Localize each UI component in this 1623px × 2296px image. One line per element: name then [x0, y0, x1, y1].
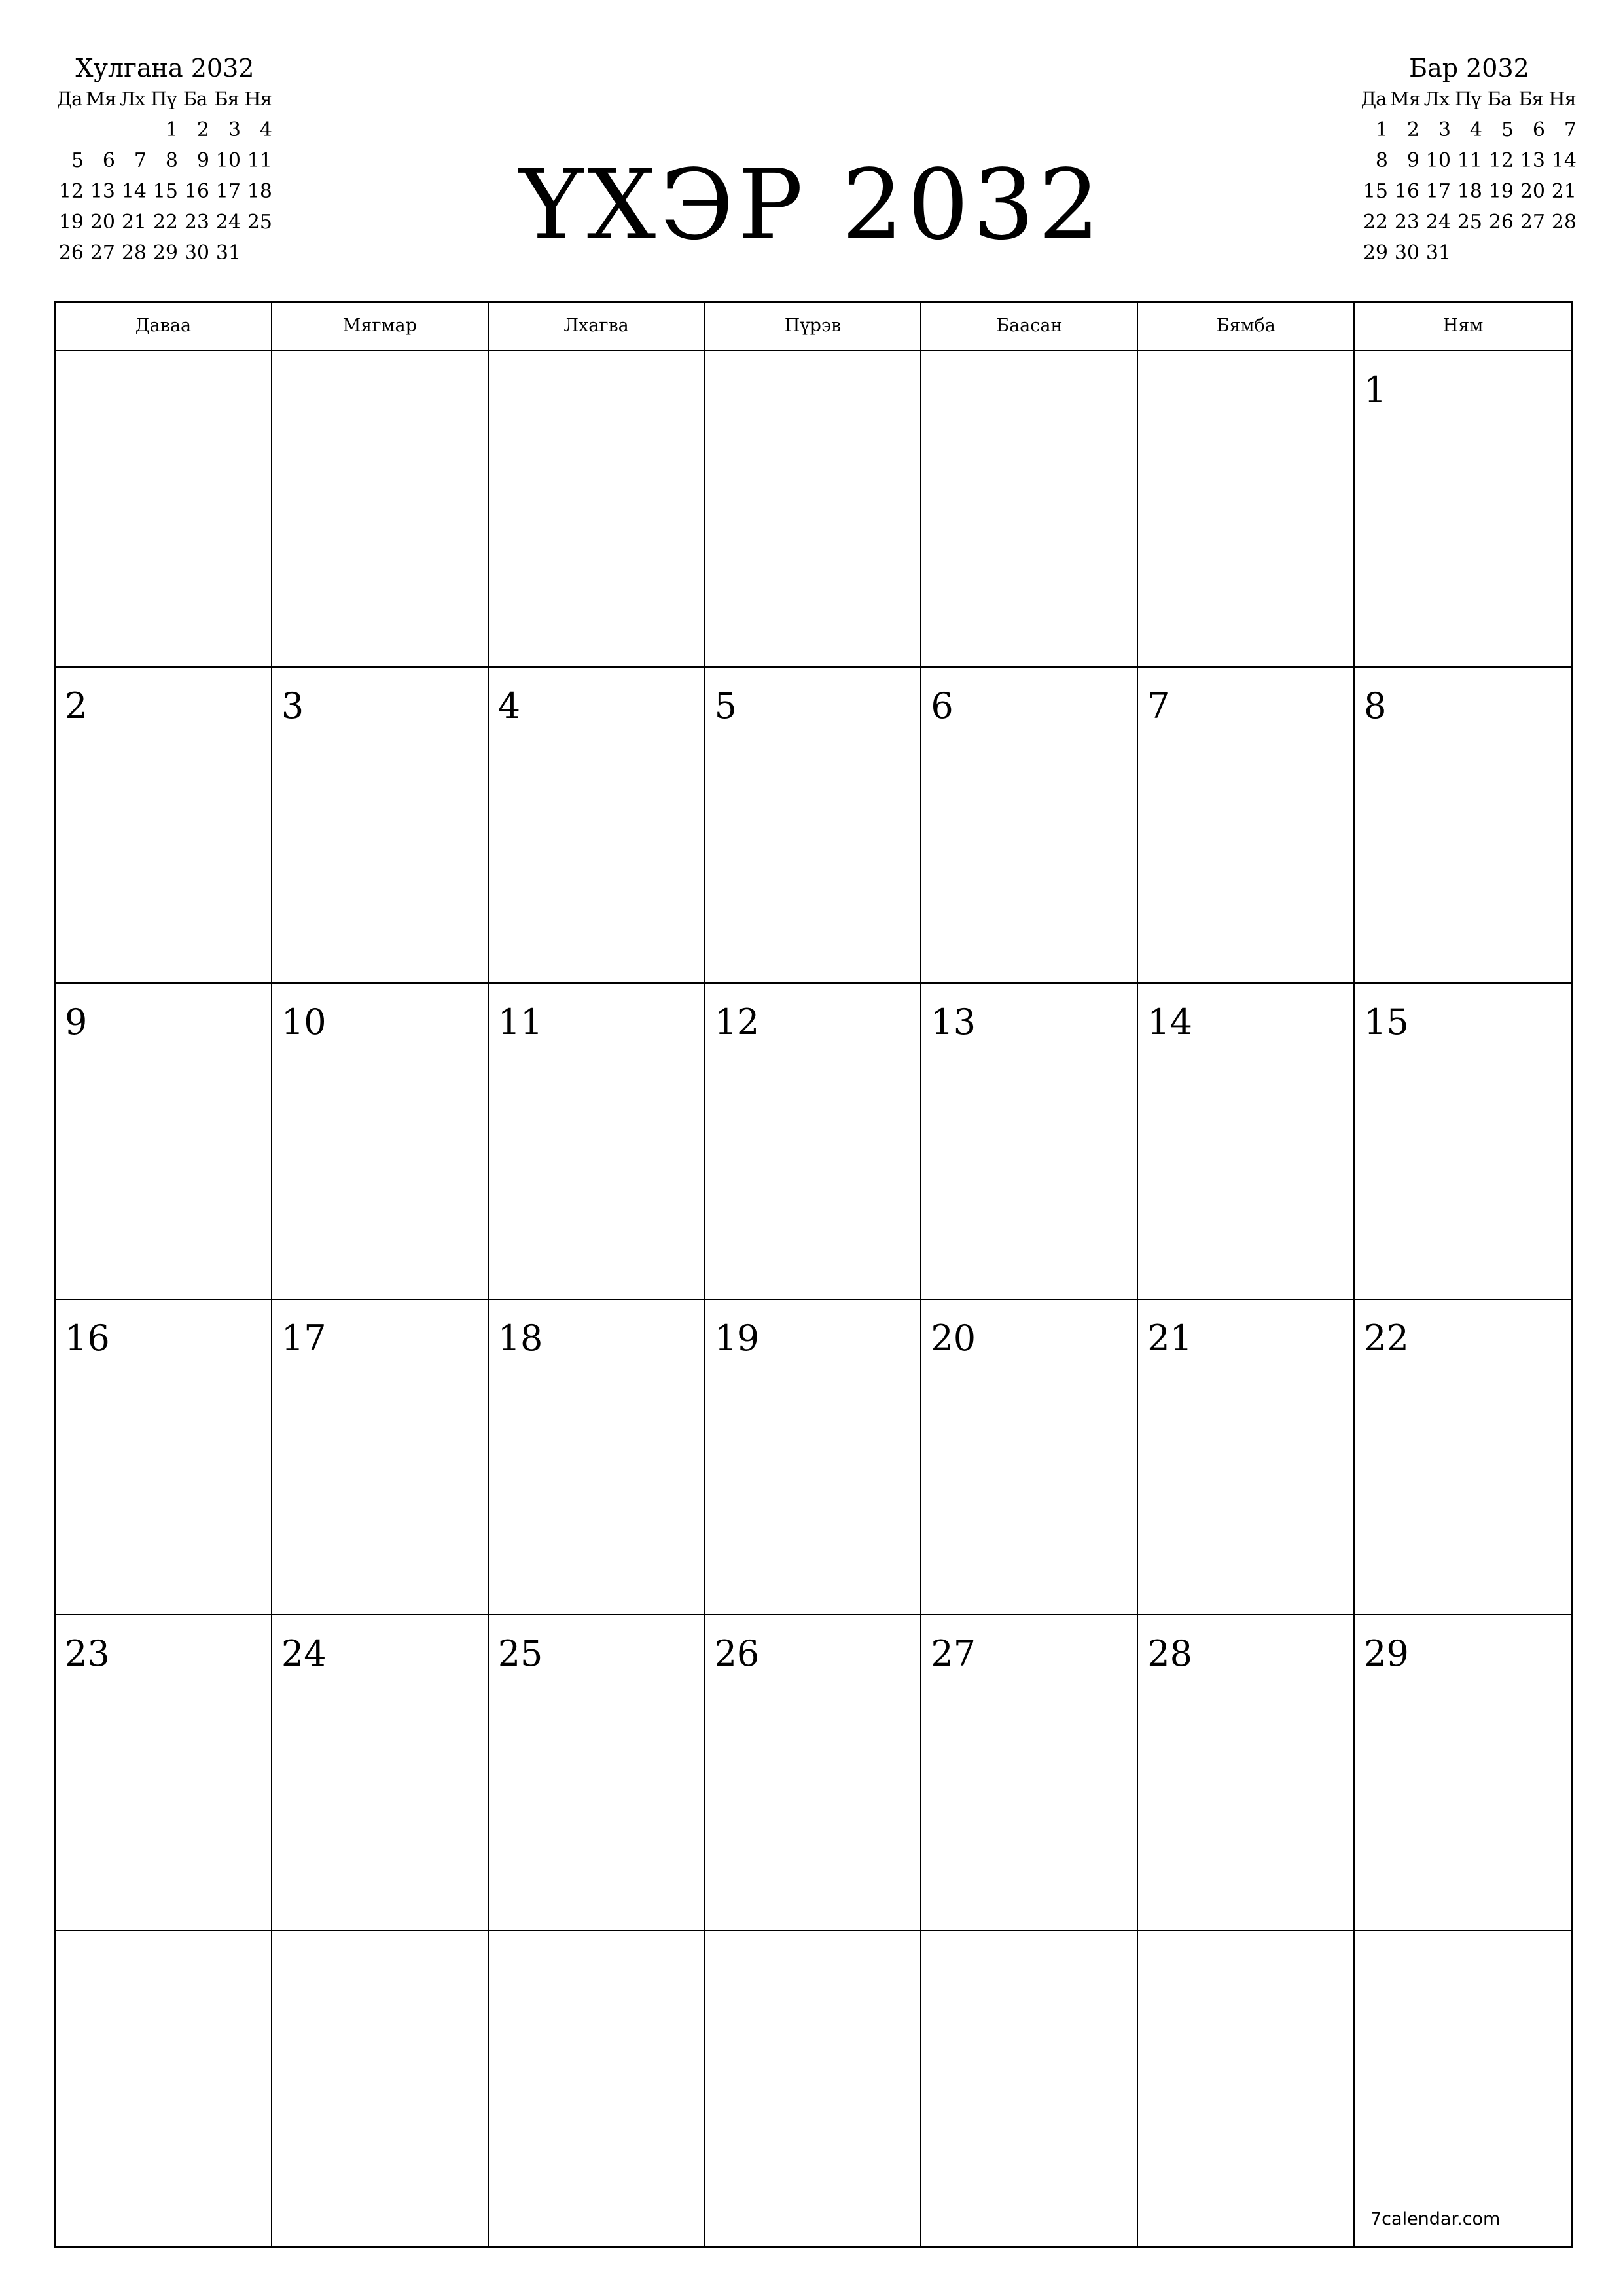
day-cell[interactable]	[1355, 351, 1571, 668]
day-number: 25	[497, 1633, 543, 1675]
day-cell[interactable]	[1138, 1300, 1355, 1616]
mini-next-day: 15	[1363, 180, 1388, 203]
mini-previous-weekday: Пү	[151, 88, 177, 110]
mini-next-day: 7	[1563, 118, 1577, 141]
mini-previous-day	[54, 115, 85, 145]
day-cell[interactable]	[272, 351, 489, 668]
mini-calendar-next-grid	[1358, 84, 1580, 268]
mini-next-day: 8	[1375, 149, 1388, 172]
day-cell[interactable]	[921, 351, 1138, 668]
mini-next-day: 25	[1457, 211, 1482, 234]
day-number: 20	[931, 1317, 976, 1359]
day-cell[interactable]	[272, 984, 489, 1300]
mini-next-day: 3	[1438, 118, 1451, 141]
mini-previous-day: 27	[90, 242, 115, 264]
day-cell[interactable]	[921, 1615, 1138, 1931]
weekday-header: Ням	[1442, 315, 1484, 336]
mini-next-day: 14	[1551, 149, 1577, 172]
day-number: 6	[931, 685, 954, 726]
mini-previous-day	[116, 115, 148, 145]
day-cell[interactable]	[1355, 668, 1571, 984]
day-number: 11	[497, 1001, 543, 1043]
mini-previous-day: 17	[215, 180, 241, 203]
mini-next-day: 6	[1532, 118, 1545, 141]
day-cell[interactable]	[705, 351, 922, 668]
mini-next-day: 29	[1363, 242, 1388, 264]
day-cell[interactable]	[921, 984, 1138, 1300]
mini-next-weekday: Бя	[1518, 88, 1543, 110]
day-cell[interactable]	[489, 1931, 705, 2248]
day-number: 21	[1147, 1317, 1192, 1359]
day-cell[interactable]	[56, 1931, 272, 2248]
mini-calendar-next	[1358, 52, 1580, 268]
day-cell[interactable]	[921, 1300, 1138, 1616]
mini-calendar-previous-title: Хулгана 2032	[75, 54, 255, 82]
mini-previous-day: 31	[215, 242, 241, 264]
day-number: 12	[714, 1001, 760, 1043]
mini-next-day: 30	[1394, 242, 1419, 264]
mini-previous-day: 19	[58, 211, 84, 234]
day-cell[interactable]	[921, 668, 1138, 984]
mini-next-day	[1484, 238, 1515, 268]
mini-previous-day: 18	[247, 180, 272, 203]
day-number: 26	[714, 1633, 760, 1675]
mini-previous-day: 3	[228, 118, 241, 141]
day-cell[interactable]	[56, 1615, 272, 1931]
mini-previous-day: 5	[71, 149, 84, 172]
weekday-header: Бямба	[1138, 303, 1355, 350]
mini-next-day: 18	[1457, 180, 1482, 203]
day-cell[interactable]	[705, 668, 922, 984]
mini-next-day: 23	[1394, 211, 1419, 234]
mini-next-weekday: Ба	[1487, 88, 1512, 110]
mini-previous-day: 23	[184, 211, 209, 234]
mini-previous-day: 14	[121, 180, 147, 203]
day-number: 15	[1364, 1001, 1409, 1043]
day-cell[interactable]	[272, 668, 489, 984]
day-cell[interactable]	[489, 351, 705, 668]
day-cell[interactable]	[489, 668, 705, 984]
day-number: 23	[65, 1633, 110, 1675]
mini-next-day: 1	[1375, 118, 1388, 141]
day-number: 22	[1364, 1317, 1409, 1359]
weekday-header: Мягмар	[272, 303, 489, 350]
mini-previous-day	[85, 115, 116, 145]
mini-next-day: 31	[1425, 242, 1451, 264]
mini-next-day: 5	[1501, 118, 1514, 141]
day-cell[interactable]	[56, 668, 272, 984]
day-number: 9	[65, 1001, 88, 1043]
mini-calendar-next-title: Бар 2032	[1409, 54, 1529, 82]
day-cell[interactable]	[1138, 1931, 1355, 2248]
mini-next-day: 17	[1425, 180, 1451, 203]
mini-previous-day: 9	[196, 149, 209, 172]
mini-next-day: 22	[1363, 211, 1388, 234]
day-cell[interactable]	[705, 1931, 922, 2248]
mini-next-day: 4	[1469, 118, 1482, 141]
mini-next-weekday: Да	[1361, 88, 1387, 110]
day-cell[interactable]	[1138, 984, 1355, 1300]
mini-next-day: 12	[1488, 149, 1514, 172]
mini-previous-day: 29	[152, 242, 178, 264]
mini-previous-weekday: Да	[56, 88, 82, 110]
day-cell[interactable]	[56, 984, 272, 1300]
mini-next-weekday: Мя	[1390, 88, 1420, 110]
mini-previous-day: 25	[247, 211, 272, 234]
mini-previous-day: 7	[134, 149, 147, 172]
mini-next-day: 19	[1488, 180, 1514, 203]
day-number: 5	[714, 685, 737, 726]
day-cell[interactable]	[705, 1615, 922, 1931]
mini-previous-day: 26	[58, 242, 84, 264]
day-number: 19	[714, 1317, 760, 1359]
mini-previous-weekday: Мя	[86, 88, 116, 110]
mini-previous-day: 8	[165, 149, 178, 172]
month-calendar-grid	[54, 301, 1573, 2248]
day-number: 4	[497, 685, 521, 726]
day-cell[interactable]	[1138, 1615, 1355, 1931]
weekday-header: Баасан	[921, 303, 1138, 350]
day-number: 16	[65, 1317, 110, 1359]
mini-next-weekday: Пү	[1455, 88, 1481, 110]
mini-previous-day: 12	[58, 180, 84, 203]
mini-next-day	[1515, 238, 1546, 268]
day-cell[interactable]	[921, 1931, 1138, 2248]
day-cell[interactable]	[56, 351, 272, 668]
day-number: 24	[281, 1633, 327, 1675]
day-cell[interactable]	[1355, 984, 1571, 1300]
day-number: 29	[1364, 1633, 1409, 1675]
day-cell[interactable]	[489, 1300, 705, 1616]
mini-next-day: 2	[1406, 118, 1419, 141]
day-cell[interactable]	[1138, 351, 1355, 668]
day-number: 17	[281, 1317, 327, 1359]
mini-previous-day: 15	[152, 180, 178, 203]
day-number: 7	[1147, 685, 1170, 726]
mini-previous-day: 11	[247, 149, 272, 172]
mini-previous-day: 30	[184, 242, 209, 264]
mini-next-day: 28	[1551, 211, 1577, 234]
mini-previous-day: 16	[184, 180, 209, 203]
mini-previous-day: 22	[152, 211, 178, 234]
mini-previous-day: 1	[165, 118, 178, 141]
mini-previous-day: 2	[196, 118, 209, 141]
mini-next-day: 10	[1425, 149, 1451, 172]
mini-next-weekday: Лх	[1423, 88, 1450, 110]
mini-next-day: 11	[1457, 149, 1482, 172]
day-number: 2	[65, 685, 88, 726]
day-number: 28	[1147, 1633, 1192, 1675]
day-cell[interactable]	[272, 1931, 489, 2248]
page-title: ҮХЭР 2032	[519, 149, 1104, 261]
mini-previous-day: 20	[90, 211, 115, 234]
mini-previous-day: 13	[90, 180, 115, 203]
day-number: 13	[931, 1001, 976, 1043]
mini-previous-weekday: Ня	[244, 88, 272, 110]
day-cell[interactable]	[1355, 1931, 1571, 2248]
mini-previous-day: 28	[121, 242, 147, 264]
day-number: 27	[931, 1633, 976, 1675]
mini-next-day: 13	[1520, 149, 1545, 172]
mini-next-day: 26	[1488, 211, 1514, 234]
mini-previous-weekday: Ба	[183, 88, 207, 110]
day-number: 8	[1364, 685, 1387, 726]
day-cell[interactable]	[1355, 1615, 1571, 1931]
mini-previous-day: 4	[259, 118, 272, 141]
mini-previous-day: 21	[121, 211, 147, 234]
mini-next-day: 20	[1520, 180, 1545, 203]
mini-next-weekday: Ня	[1548, 88, 1576, 110]
mini-next-day	[1452, 238, 1484, 268]
day-cell[interactable]	[705, 1300, 922, 1616]
mini-previous-day: 6	[102, 149, 115, 172]
mini-previous-weekday: Бя	[214, 88, 239, 110]
day-cell[interactable]	[705, 984, 922, 1300]
day-cell[interactable]	[272, 1300, 489, 1616]
day-cell[interactable]	[272, 1615, 489, 1931]
site-credit: 7calendar.com	[1370, 2209, 1501, 2229]
mini-next-day	[1546, 238, 1578, 268]
mini-next-day: 21	[1551, 180, 1577, 203]
day-cell[interactable]	[1138, 668, 1355, 984]
day-cell[interactable]	[1355, 1300, 1571, 1616]
mini-previous-day: 24	[215, 211, 241, 234]
day-cell[interactable]	[489, 1615, 705, 1931]
weekday-header: Лхагва	[489, 303, 705, 350]
day-cell[interactable]	[489, 984, 705, 1300]
day-number: 10	[281, 1001, 327, 1043]
mini-next-day: 9	[1406, 149, 1419, 172]
mini-next-day: 16	[1394, 180, 1419, 203]
mini-next-day: 24	[1425, 211, 1451, 234]
mini-previous-day: 10	[215, 149, 241, 172]
mini-previous-weekday: Лх	[119, 88, 145, 110]
weekday-header-row	[56, 303, 1571, 351]
weekday-header: Пүрэв	[705, 303, 922, 350]
day-number: 1	[1364, 369, 1387, 410]
weekday-header: Даваа	[56, 303, 272, 350]
calendar-weeks	[56, 351, 1571, 2248]
day-number: 14	[1147, 1001, 1192, 1043]
day-number: 18	[497, 1317, 543, 1359]
day-number: 3	[281, 685, 304, 726]
mini-next-day: 27	[1520, 211, 1545, 234]
day-cell[interactable]	[56, 1300, 272, 1616]
